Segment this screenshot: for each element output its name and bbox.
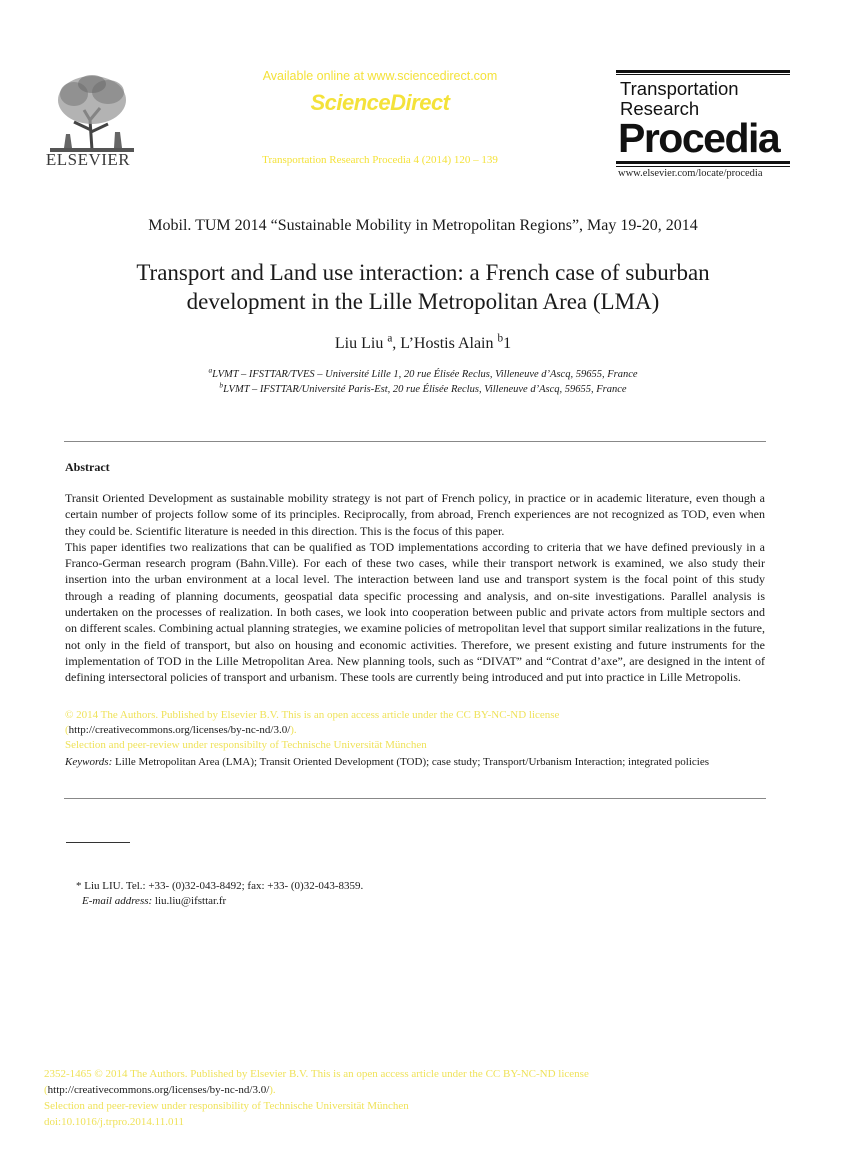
footer-license-paren-open: ( [44, 1084, 48, 1096]
publisher-name: ELSEVIER [45, 150, 131, 169]
abstract-paragraph-2: This paper identifies two realizations that can be qualified as TOD implementations according to criteria that we have defined previously in a Franco-German research program (Bahn.Ville). For each of these two cases, while their transport network is examined, we also study their insertion into the urban environment at a local level. The interaction between land use and transport system is the focal point of this study through a reading of planning documents, geospatial data specific processing and analysis, and on-site investigations. Parallel analysis is undertaken on the processes of realization. In both cases, we look into cooperation between public and private actors from multiple sectors and on different scales. Combining actual planning strategies, we examine policies of metropolitan level that support similar realizations in the future, not only in the field of transport, but also on housing and economic activities. Therefore, we present existing and future instruments for the implementation of TOD in the Lille Metropolitan Area. New planning tools, such as “DIVAT” and “Contrat d’axe”, are designed in the intent of defining intersectoral policies of transport and urbanism. These tools are currently being introduced and put into practice in Lille Metropolis. [65, 539, 765, 685]
keywords-list: Lille Metropolitan Area (LMA); Transit Oriented Development (TOD); case study; Transport/Urbanism Interaction; integrated policies [112, 756, 709, 768]
author-list [60, 332, 786, 353]
footnote-email-address[interactable]: liu.liu@ifsttar.fr [152, 895, 227, 907]
license-paren-close: ). [290, 724, 297, 736]
elsevier-tree-icon [44, 70, 140, 154]
abstract-heading: Abstract [65, 460, 110, 474]
license-paren-open: ( [65, 724, 69, 736]
journal-logo-rule-top [616, 70, 790, 73]
author-1-affiliation-mark: a [387, 332, 393, 345]
journal-reference: Transportation Research Procedia 4 (2014) 120 – 139 [262, 154, 498, 166]
available-online-link[interactable]: Available online at www.sciencedirect.com [262, 69, 498, 83]
footnote-email-label: E-mail address: [82, 895, 153, 907]
abstract-body [65, 490, 765, 686]
author-2: L’Hostis Alain [400, 335, 494, 352]
affiliation-a-mark: a [208, 365, 213, 375]
journal-logo-rule-bottom-thin [616, 166, 790, 167]
paper-title-line2: development in the Lille Metropolitan Area (LMA) [186, 289, 660, 314]
author-separator: , [392, 335, 401, 352]
journal-url-link[interactable]: www.elsevier.com/locate/procedia [618, 168, 763, 179]
footer-license [44, 1084, 276, 1096]
footer-license-paren-close: ). [269, 1084, 276, 1096]
copyright-line: © 2014 The Authors. Published by Elsevier B.V. This is an open access article under the CC BY-NC-ND license [65, 709, 560, 721]
footer-doi[interactable]: doi:10.1016/j.trpro.2014.11.011 [44, 1116, 185, 1128]
affiliation-b-text: LVMT – IFSTTAR/Université Paris-Est, 20 rue Élisée Reclus, Villeneuve d’Ascq, 59655, France [223, 384, 627, 395]
keywords-label: Keywords: [65, 756, 113, 768]
journal-name-procedia: Procedia [618, 115, 780, 161]
abstract-bottom-rule [64, 798, 766, 799]
footer-peer-review: Selection and peer-review under responsibility of Technische Universität München [44, 1100, 409, 1112]
journal-name [620, 79, 739, 119]
footer-copyright: 2352-1465 © 2014 The Authors. Published by Elsevier B.V. This is an open access article under the CC BY-NC-ND license [44, 1068, 589, 1080]
sciencedirect-brand[interactable]: ScienceDirect [310, 90, 450, 115]
author-2-affiliation-mark: b [497, 332, 504, 345]
journal-name-line2: Research [620, 98, 700, 119]
abstract-paragraph-1: Transit Oriented Development as sustainable mobility strategy is not part of French policy, in practice or in academic literature, even though a certain number of projects follow some of its principles. Reciprocally, from abroad, French experiences are not recognized as TOD, even when they could be. Scientific literature is needed in this direction. This is the focus of this paper. [65, 491, 765, 538]
affiliation-a-text: LVMT – IFSTTAR/TVES – Université Lille 1, 20 rue Élisée Reclus, Villeneuve d’Ascq, 59655, France [212, 369, 638, 380]
journal-name-line1: Transportation [620, 78, 739, 99]
footnote-email [82, 895, 226, 907]
footnote-rule [66, 842, 130, 843]
license-line [65, 724, 297, 736]
conference-line: Mobil. TUM 2014 “Sustainable Mobility in Metropolitan Regions”, May 19-20, 2014 [148, 217, 698, 234]
author-2-footnote-mark: 1 [503, 335, 512, 352]
keywords [65, 755, 765, 770]
journal-logo-rule-bottom [616, 161, 790, 164]
affiliation-a [60, 365, 786, 380]
license-url-link[interactable]: http://creativecommons.org/licenses/by-nc-nd/3.0/ [68, 724, 291, 736]
footnote-contact: * Liu LIU. Tel.: +33- (0)32-043-8492; fax: +33- (0)32-043-8359. [76, 880, 364, 892]
paper-title [60, 258, 786, 316]
author-1: Liu Liu [334, 335, 384, 352]
peer-review-line: Selection and peer-review under responsibilty of Technische Universität München [65, 739, 427, 751]
affiliation-b [60, 380, 786, 395]
paper-title-line1: Transport and Land use interaction: a French case of suburban [136, 260, 710, 285]
journal-logo-rule-top-thin [616, 74, 790, 75]
footer-license-url-link[interactable]: http://creativecommons.org/licenses/by-nc-nd/3.0/ [47, 1084, 270, 1096]
affiliation-b-mark: b [219, 380, 224, 390]
abstract-top-rule [64, 441, 766, 442]
